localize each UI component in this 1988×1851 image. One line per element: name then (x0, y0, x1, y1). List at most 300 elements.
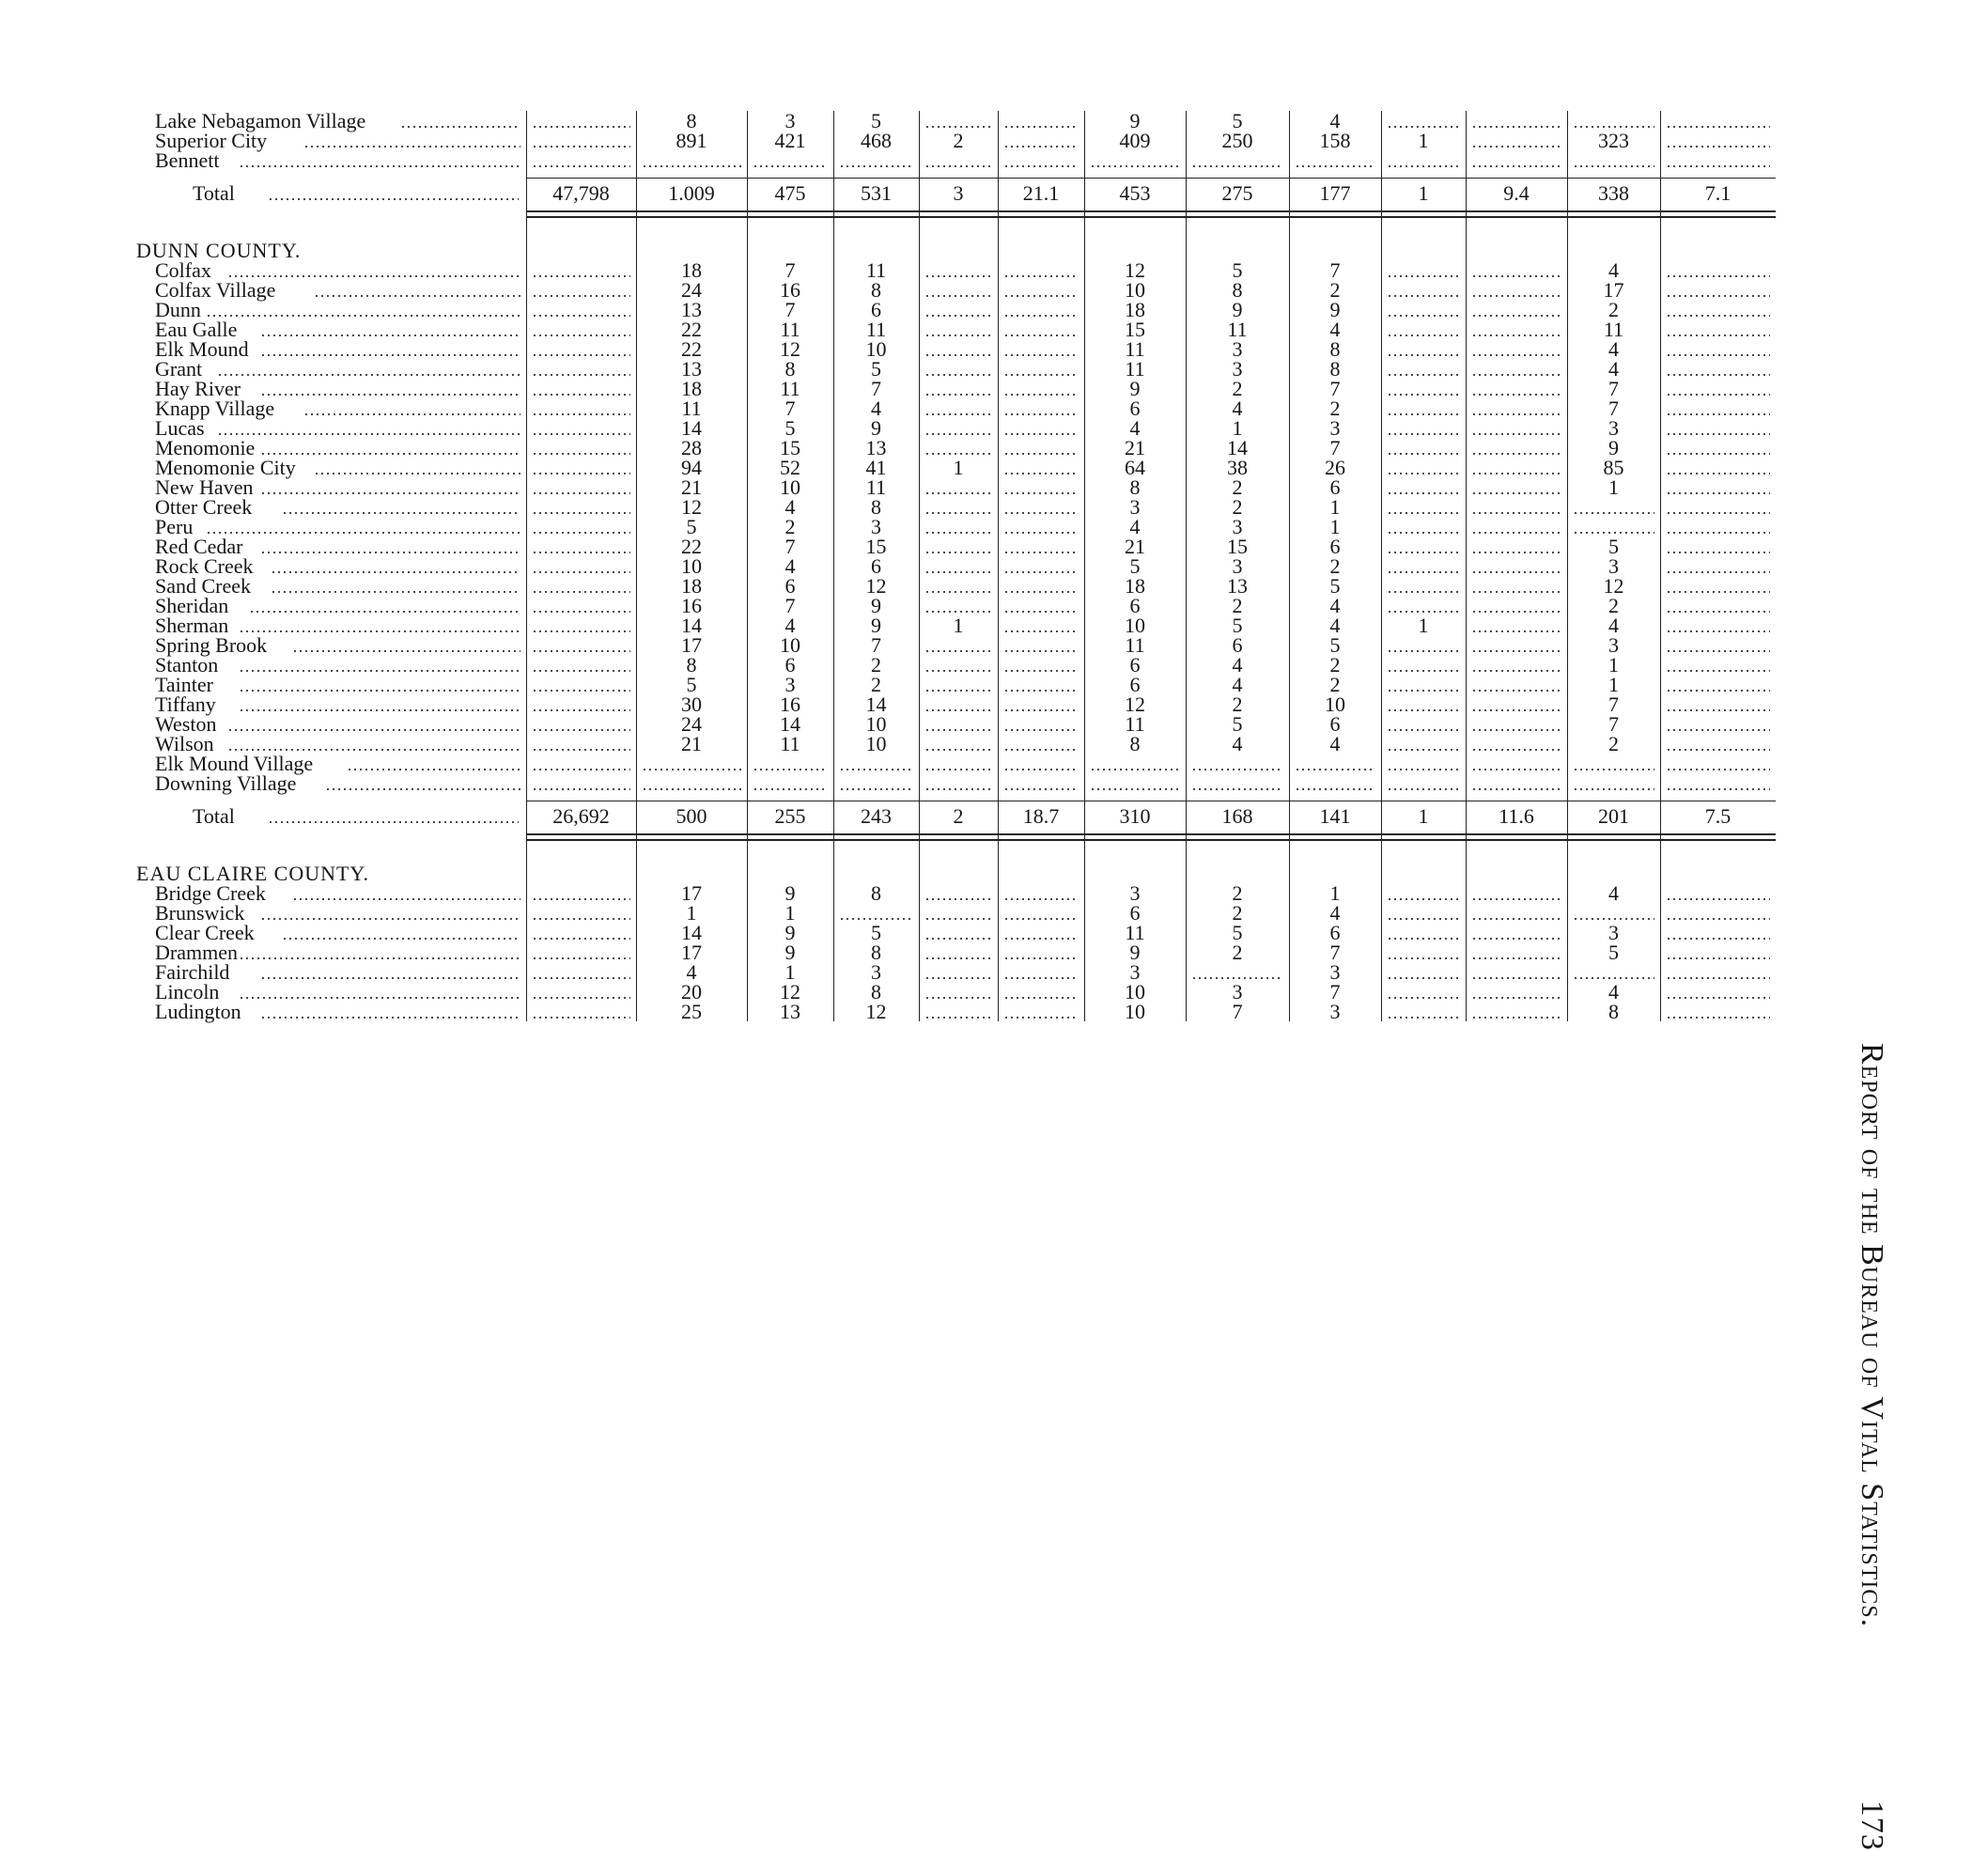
empty-cell-dots (1666, 611, 1770, 613)
empty-cell-dots (1003, 532, 1079, 534)
table-cell: 5 (1232, 614, 1243, 637)
total-cell: 18.7 (1022, 804, 1060, 828)
empty-cell-dots (924, 650, 992, 652)
empty-cell-dots (1666, 957, 1770, 959)
empty-cell-dots (924, 898, 992, 900)
empty-cell-dots (1471, 729, 1561, 731)
empty-cell-dots (1666, 898, 1770, 900)
empty-cell-dots (642, 788, 741, 790)
total-cell: 1 (1418, 181, 1429, 205)
empty-cell-dots (1666, 532, 1770, 534)
county-heading: DUNN COUNTY. (136, 239, 302, 262)
leader-dots (249, 611, 520, 613)
table-cell: 5 (1129, 554, 1141, 578)
table-cell: 1 (1418, 614, 1429, 637)
table-cell: 2 (871, 673, 881, 696)
table-cell: 11 (1603, 318, 1624, 341)
table-cell: 9 (784, 941, 796, 964)
table-cell: 1 (1608, 475, 1619, 499)
empty-cell-dots (1295, 769, 1375, 770)
table-cell: 7 (1329, 941, 1341, 964)
table-cell: 8 (1608, 1000, 1619, 1023)
empty-cell-dots (1471, 938, 1561, 940)
row-name: Hay River (155, 377, 241, 400)
table-cell: 3 (1608, 921, 1619, 944)
empty-cell-dots (1387, 690, 1460, 692)
empty-cell-dots (1471, 413, 1561, 415)
empty-cell-dots (1003, 453, 1079, 455)
empty-cell-dots (1387, 729, 1460, 731)
table-cell: 8 (871, 881, 881, 905)
table-cell: 4 (784, 554, 796, 578)
table-cell: 21 (1125, 436, 1145, 459)
empty-cell-dots (1471, 275, 1561, 277)
leader-dots (260, 492, 520, 494)
empty-cell-dots (532, 532, 630, 534)
empty-cell-dots (753, 788, 828, 790)
empty-cell-dots (1003, 275, 1079, 277)
empty-cell-dots (1666, 473, 1770, 474)
table-cell: 468 (861, 129, 892, 152)
table-cell: 5 (1608, 535, 1619, 558)
table-cell: 15 (1125, 318, 1145, 341)
leader-dots (260, 354, 520, 356)
empty-cell-dots (532, 126, 630, 128)
row-name: Downing Village (155, 771, 297, 795)
empty-cell-dots (1471, 749, 1561, 751)
empty-cell-dots (1471, 473, 1561, 474)
table-cell: 9 (871, 594, 881, 617)
row-name: Bennett (155, 148, 220, 172)
table-cell: 10 (865, 337, 887, 361)
empty-cell-dots (1666, 591, 1770, 593)
column-rule (526, 111, 527, 1021)
empty-cell-dots (839, 788, 913, 790)
empty-cell-dots (1003, 690, 1079, 692)
table-cell: 9 (1129, 109, 1141, 132)
table-cell: 2 (1608, 298, 1619, 321)
table-cell: 4 (686, 960, 697, 984)
table-cell: 13 (780, 1000, 800, 1023)
total-cell: 338 (1598, 181, 1629, 205)
empty-cell-dots (1003, 788, 1079, 790)
table-cell: 38 (1227, 456, 1248, 479)
table-cell: 2 (1329, 278, 1341, 302)
leader-dots (303, 413, 520, 415)
row-name: Bridge Creek (155, 881, 266, 905)
total-cell: 1.009 (668, 181, 715, 205)
row-name: Menomonie City (155, 456, 296, 479)
table-cell: 1 (1329, 495, 1341, 519)
empty-cell-dots (1471, 394, 1561, 396)
empty-cell-dots (1387, 997, 1460, 999)
table-cell: 4 (1129, 515, 1141, 538)
table-cell: 7 (871, 377, 881, 400)
empty-cell-dots (532, 997, 630, 999)
table-cell: 4 (1608, 337, 1619, 361)
empty-cell-dots (1003, 374, 1079, 376)
empty-cell-dots (1387, 670, 1460, 672)
table-cell: 14 (681, 614, 702, 637)
empty-cell-dots (1471, 611, 1561, 613)
table-cell: 7 (1329, 258, 1341, 282)
table-cell: 2 (1329, 554, 1341, 578)
empty-cell-dots (1471, 492, 1561, 494)
table-cell: 12 (1603, 574, 1624, 598)
table-cell: 6 (871, 298, 881, 321)
row-name: Eau Galle (155, 318, 238, 341)
table-cell: 10 (1125, 278, 1145, 302)
row-name: Tiffany (155, 692, 216, 716)
table-cell: 14 (681, 921, 702, 944)
table-cell: 94 (681, 456, 702, 479)
empty-cell-dots (1471, 165, 1561, 167)
table-cell: 5 (1232, 109, 1243, 132)
table-cell: 9 (1232, 298, 1243, 321)
empty-cell-dots (1666, 709, 1770, 711)
table-cell: 12 (865, 574, 887, 598)
empty-cell-dots (1003, 749, 1079, 751)
table-cell: 1 (784, 901, 796, 925)
empty-cell-dots (1666, 749, 1770, 751)
table-cell: 9 (1329, 298, 1341, 321)
empty-cell-dots (1666, 650, 1770, 652)
table-cell: 9 (1129, 941, 1141, 964)
empty-cell-dots (1471, 630, 1561, 632)
total-cell: 168 (1221, 804, 1253, 828)
empty-cell-dots (532, 492, 630, 494)
table-cell: 7 (1608, 692, 1619, 716)
leader-dots (260, 394, 520, 396)
table-cell: 8 (1129, 732, 1141, 755)
table-cell: 1 (1329, 881, 1341, 905)
leader-dots (239, 165, 520, 167)
table-cell: 16 (780, 692, 800, 716)
table-cell: 3 (1329, 960, 1341, 984)
empty-cell-dots (1191, 977, 1283, 979)
empty-cell-dots (1090, 769, 1180, 770)
table-cell: 5 (871, 921, 881, 944)
empty-cell-dots (532, 977, 630, 979)
table-cell: 22 (681, 535, 702, 558)
table-cell: 5 (1232, 921, 1243, 944)
table-cell: 11 (1125, 337, 1145, 361)
table-cell: 11 (780, 377, 800, 400)
empty-cell-dots (1387, 591, 1460, 593)
empty-cell-dots (1666, 977, 1770, 979)
row-name: Red Cedar (155, 535, 243, 558)
table-cell: 2 (1608, 732, 1619, 755)
empty-cell-dots (924, 374, 992, 376)
table-cell: 8 (1329, 357, 1341, 381)
empty-cell-dots (532, 354, 630, 356)
table-cell: 18 (681, 574, 702, 598)
empty-cell-dots (1387, 394, 1460, 396)
table-cell: 11 (1125, 712, 1145, 736)
table-cell: 6 (1129, 901, 1141, 925)
table-cell: 13 (681, 298, 702, 321)
table-cell: 18 (1125, 574, 1145, 598)
table-cell: 14 (681, 416, 702, 440)
table-cell: 1 (1329, 515, 1341, 538)
empty-cell-dots (1387, 552, 1460, 553)
leader-dots (347, 769, 520, 770)
empty-cell-dots (924, 492, 992, 494)
empty-cell-dots (1666, 315, 1770, 317)
statistics-table (132, 111, 1794, 1060)
table-cell: 1 (1608, 673, 1619, 696)
row-name: Drammen (155, 941, 238, 964)
empty-cell-dots (1666, 918, 1770, 920)
table-cell: 6 (1129, 594, 1141, 617)
empty-cell-dots (1191, 769, 1283, 770)
empty-cell-dots (1471, 1017, 1561, 1019)
total-label: Total (193, 804, 235, 828)
table-cell: 11 (780, 732, 800, 755)
empty-cell-dots (1666, 433, 1770, 435)
table-cell: 3 (1232, 554, 1243, 578)
empty-cell-dots (532, 315, 630, 317)
empty-cell-dots (532, 630, 630, 632)
table-cell: 8 (1232, 278, 1243, 302)
empty-cell-dots (1666, 512, 1770, 514)
row-name: Brunswick (155, 901, 245, 925)
empty-cell-dots (1003, 938, 1079, 940)
row-name: Fairchild (155, 960, 230, 984)
empty-cell-dots (1003, 1017, 1079, 1019)
empty-cell-dots (1003, 165, 1079, 167)
empty-cell-dots (1387, 957, 1460, 959)
empty-cell-dots (1003, 997, 1079, 999)
empty-cell-dots (924, 690, 992, 692)
empty-cell-dots (532, 473, 630, 474)
table-cell: 5 (1232, 712, 1243, 736)
table-cell: 21 (681, 732, 702, 755)
table-cell: 3 (1608, 554, 1619, 578)
empty-cell-dots (1471, 709, 1561, 711)
empty-cell-dots (1666, 788, 1770, 790)
table-cell: 7 (1608, 377, 1619, 400)
empty-cell-dots (924, 709, 992, 711)
empty-cell-dots (1471, 354, 1561, 356)
empty-cell-dots (1471, 690, 1561, 692)
empty-cell-dots (924, 433, 992, 435)
empty-cell-dots (924, 453, 992, 455)
table-cell: 12 (780, 980, 800, 1003)
leader-dots (282, 938, 520, 940)
column-rule (1186, 111, 1187, 1021)
empty-cell-dots (1003, 898, 1079, 900)
table-cell: 10 (1125, 614, 1145, 637)
table-cell: 3 (1129, 881, 1141, 905)
empty-cell-dots (924, 334, 992, 336)
table-cell: 4 (1608, 980, 1619, 1003)
table-cell: 6 (1329, 475, 1341, 499)
empty-cell-dots (1387, 788, 1460, 790)
empty-cell-dots (1003, 394, 1079, 396)
table-cell: 1 (1232, 416, 1243, 440)
empty-cell-dots (1003, 334, 1079, 336)
table-cell: 12 (1125, 692, 1145, 716)
double-rule (526, 210, 1776, 212)
table-cell: 4 (1232, 673, 1243, 696)
table-cell: 421 (774, 129, 806, 152)
empty-cell-dots (532, 512, 630, 514)
table-cell: 3 (1232, 357, 1243, 381)
leader-dots (260, 334, 520, 336)
empty-cell-dots (1003, 591, 1079, 593)
column-rule (833, 111, 834, 1021)
table-cell: 4 (784, 614, 796, 637)
total-cell: 201 (1598, 804, 1629, 828)
table-cell: 6 (1232, 633, 1243, 657)
table-cell: 12 (1125, 258, 1145, 282)
empty-cell-dots (924, 413, 992, 415)
empty-cell-dots (1003, 295, 1079, 297)
empty-cell-dots (532, 334, 630, 336)
empty-cell-dots (1471, 670, 1561, 672)
empty-cell-dots (532, 938, 630, 940)
leader-dots (292, 650, 520, 652)
table-cell: 7 (784, 258, 796, 282)
empty-cell-dots (1471, 453, 1561, 455)
table-cell: 18 (681, 258, 702, 282)
empty-cell-dots (1573, 512, 1654, 514)
empty-cell-dots (1666, 769, 1770, 770)
empty-cell-dots (532, 571, 630, 573)
table-cell: 4 (1232, 397, 1243, 420)
table-cell: 323 (1598, 129, 1629, 152)
empty-cell-dots (1666, 997, 1770, 999)
total-cell: 1 (1418, 804, 1429, 828)
table-cell: 17 (1603, 278, 1624, 302)
empty-cell-dots (1471, 552, 1561, 553)
empty-cell-dots (532, 918, 630, 920)
table-cell: 26 (1325, 456, 1345, 479)
empty-cell-dots (1003, 977, 1079, 979)
leader-dots (239, 690, 520, 692)
empty-cell-dots (1471, 374, 1561, 376)
empty-cell-dots (1471, 788, 1561, 790)
table-cell: 4 (871, 397, 881, 420)
empty-cell-dots (1573, 769, 1654, 770)
total-cell: 9.4 (1503, 181, 1530, 205)
table-cell: 7 (1329, 377, 1341, 400)
leader-dots (271, 591, 520, 593)
total-cell: 141 (1319, 804, 1351, 828)
empty-cell-dots (1666, 670, 1770, 672)
leader-dots (268, 198, 519, 200)
empty-cell-dots (532, 165, 630, 167)
empty-cell-dots (532, 788, 630, 790)
table-cell: 4 (1329, 614, 1341, 637)
table-cell: 24 (681, 278, 702, 302)
empty-cell-dots (924, 957, 992, 959)
empty-cell-dots (924, 977, 992, 979)
table-cell: 15 (865, 535, 887, 558)
table-cell: 6 (1129, 673, 1141, 696)
total-cell: 453 (1119, 181, 1151, 205)
empty-cell-dots (1003, 670, 1079, 672)
leader-dots (217, 374, 520, 376)
empty-cell-dots (1573, 918, 1654, 920)
empty-cell-dots (1191, 165, 1283, 167)
row-name: Elk Mound Village (155, 752, 314, 775)
empty-cell-dots (839, 769, 913, 770)
table-cell: 4 (1329, 732, 1341, 755)
leader-dots (206, 315, 520, 317)
empty-cell-dots (1003, 492, 1079, 494)
table-cell: 13 (1227, 574, 1248, 598)
table-cell: 7 (1608, 712, 1619, 736)
empty-cell-dots (924, 997, 992, 999)
total-cell: 177 (1319, 181, 1351, 205)
empty-cell-dots (1666, 374, 1770, 376)
table-cell: 10 (865, 712, 887, 736)
empty-cell-dots (1666, 126, 1770, 128)
table-cell: 2 (1608, 594, 1619, 617)
leader-dots (303, 146, 520, 148)
table-cell: 8 (784, 357, 796, 381)
empty-cell-dots (1090, 165, 1180, 167)
row-name: Sheridan (155, 594, 229, 617)
table-cell: 5 (871, 357, 881, 381)
empty-cell-dots (1003, 146, 1079, 148)
empty-cell-dots (1387, 453, 1460, 455)
empty-cell-dots (1471, 315, 1561, 317)
double-rule (526, 216, 1776, 218)
empty-cell-dots (1666, 552, 1770, 553)
empty-cell-dots (839, 918, 913, 920)
leader-dots (260, 453, 520, 455)
leader-dots (292, 898, 520, 900)
empty-cell-dots (1471, 433, 1561, 435)
empty-cell-dots (1387, 938, 1460, 940)
empty-cell-dots (1387, 918, 1460, 920)
empty-cell-dots (924, 315, 992, 317)
empty-cell-dots (1471, 898, 1561, 900)
empty-cell-dots (1090, 788, 1180, 790)
row-name: Menomonie (155, 436, 256, 459)
row-name: Superior City (155, 129, 268, 152)
row-name: Sherman (155, 614, 229, 637)
table-cell: 11 (865, 258, 887, 282)
table-cell: 4 (1129, 416, 1141, 440)
leader-dots (260, 977, 520, 979)
empty-cell-dots (1666, 690, 1770, 692)
table-cell: 1 (953, 614, 964, 637)
row-name: Lincoln (155, 980, 220, 1003)
empty-cell-dots (1003, 126, 1079, 128)
total-cell: 275 (1221, 181, 1253, 205)
table-cell: 5 (871, 109, 881, 132)
table-cell: 8 (871, 941, 881, 964)
table-cell: 18 (1125, 298, 1145, 321)
empty-cell-dots (532, 769, 630, 770)
empty-cell-dots (532, 611, 630, 613)
empty-cell-dots (1003, 571, 1079, 573)
row-name: Elk Mound (155, 337, 249, 361)
table-cell: 4 (1608, 614, 1619, 637)
empty-cell-dots (1003, 957, 1079, 959)
empty-cell-dots (532, 275, 630, 277)
table-cell: 3 (1129, 960, 1141, 984)
empty-cell-dots (1471, 126, 1561, 128)
column-rule (919, 111, 920, 1021)
table-cell: 6 (1129, 653, 1141, 677)
empty-cell-dots (1003, 315, 1079, 317)
empty-cell-dots (1471, 512, 1561, 514)
